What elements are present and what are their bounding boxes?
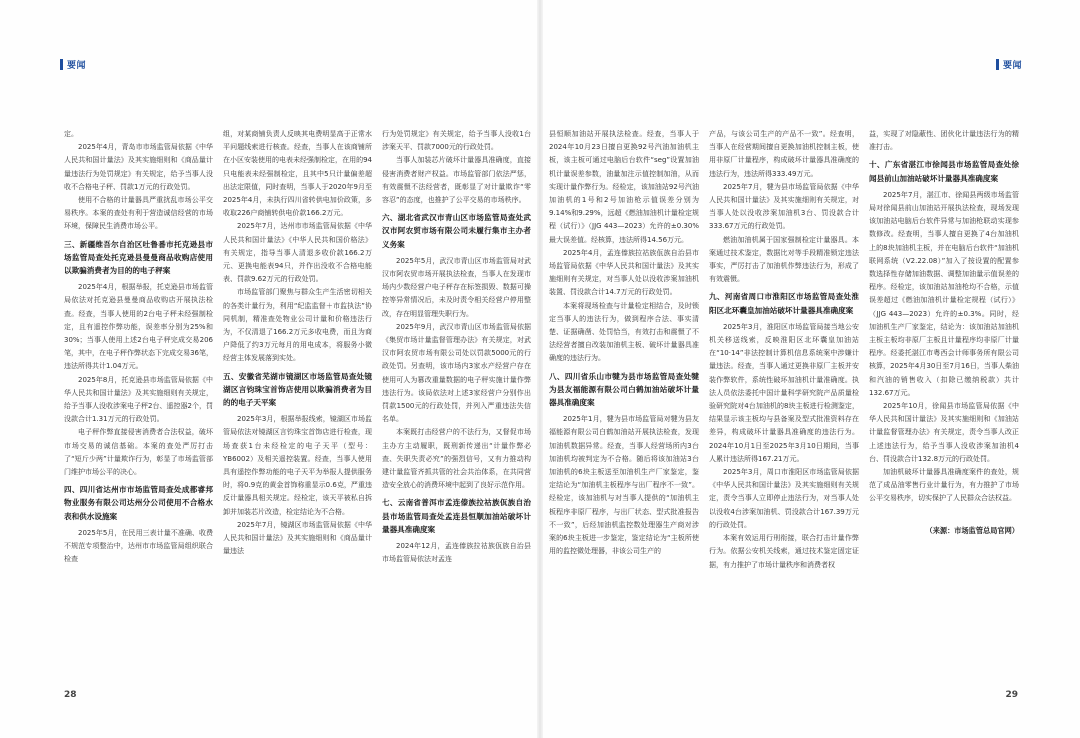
section-header-left bbox=[60, 58, 86, 71]
section-label: 要闻 bbox=[1002, 61, 1022, 71]
body-paragraph: 本案将现场检查与计量检定相结合，及时锁定当事人的违法行为，做到程序合法、事实清楚、证据确凿、处罚恰当，有效打击和震慑了不法经营者擅自改装加油机主板、破坏计量器具准确度的违法行为。 bbox=[549, 301, 699, 363]
body-paragraph: 2025年7月，犍为县市场监管局依据《中华人民共和国计量法》及其实施细则有关规定，对当事人处以没收涉案加油机3台、罚没款合计333.67万元的行政处罚。 bbox=[709, 182, 859, 231]
case-heading: 七、云南省普洱市孟连傣族拉祜族佤族自治县市场监管局查处孟连县恒顺加油站破坏计量器具准确度案 bbox=[382, 498, 531, 534]
body-paragraph: 2025年3月，淮阳区市场监管局接当地公安机关移送线索，反映淮阳区北环囊皇加油站在“10·14”非法控制计算机信息系统案中涉嫌计量违法。经查，当事人通过更换非原厂主板并安装作弊软件，系统性破坏加油机计量准确度。执法人员依法委托中国计量科学研究院产品质量检验研究院对4台加油机的8块主板进行检测鉴定，结果显示该主板均与县备案及型式批准资料存在差异，构成破坏计量器具准确度的违法行为。2024年10月1日至2025年3月10日期间，当事人累计违法所得167.21万元。 bbox=[709, 322, 859, 463]
column bbox=[549, 128, 699, 688]
body-paragraph: 县恒顺加油站开展执法检查。经查，当事人于2024年10月23日擅自更换92号汽油加油机主板，该主板可通过电脑后台软件“seg”设置加油机计量误差参数，油量加注示值控制加油，从而实现计量作弊行为。经检定，该加油站92号汽油加油机的1号和2号加油枪示值误差分别为9.14%和9.29%，远超《燃油加油机计量检定规程（试行）》（JJG 443—2023）允许的±0.30%最大误差值。经核算，违法所得14.56万元。 bbox=[549, 130, 699, 244]
body-paragraph: 当事人加装芯片破坏计量器具准确度，直接侵害消费者财产权益。市场监管部门依法严惩，有效震慑不法经营者，既彰显了对计量欺诈“零容忍”的态度，也推护了公平交易的市场秩序。 bbox=[382, 156, 531, 205]
body-paragraph: 2025年4月，青岛市市场监管局依据《中华人民共和国计量法》及其实施细则和《商品量计量违法行为处罚规定》有关规定，给予当事人没收不合格电子秤、罚款1万元的行政处罚。 bbox=[64, 143, 213, 191]
section-header-right bbox=[996, 58, 1022, 71]
column bbox=[869, 128, 1019, 688]
body-paragraph: 2025年1月，犍为县市场监管局对犍为县友福能源有限公司白鹤加油站开展执法检查，发现加油机数据异常。经查，当事人经营场所内3台加油机均被判定为不合格。随后将该加油站3台加油机的6块主板送至加油机生产厂家鉴定，鉴定结论为“加油机主板程序与出厂程序不一致”。经检定，该加油机与对当事人提供的“加油机主板程序非原厂程序，与出厂状态、型式批准报告不一致”，后经加油机监控数处理器生产商对涉案的6块主板进一步鉴定，鉴定结论为“主板所使用的监控微处理器，非该公司生产的 bbox=[549, 415, 699, 556]
body-paragraph: 加油机破坏计量器具准确度案件的查处，规范了成品油零售行业计量行为，有力推护了市场公平交易秩序，切实保护了人民群众合法权益。 bbox=[869, 468, 1019, 503]
body-paragraph: 产品，与该公司生产的产品不一致”。经查明，当事人在经营期间擅自更换加油机控制主板，使用非原厂计量程序，构成破坏计量器具准确度的违法行为，违法所得333.49万元。 bbox=[709, 130, 859, 178]
case-heading: 六、湖北省武汉市青山区市场监管局查处武汉市阿农贸市场有限公司未履行集市主办者义务案 bbox=[382, 213, 531, 249]
body-paragraph: 2025年10月，徐闻县市场监管局依据《中华人民共和国计量法》及其实施细则和《加油站计量监督管理办法》有关规定，责令当事人改正上述违法行为，给予当事人没收涉案加油机4台、罚没款合计132.8万元的行政处罚。 bbox=[869, 402, 1019, 463]
case-heading: 四、四川省达州市市场监管局查处成都睿邦物业服务有限公司达州分公司使用不合格水表和供水设施案 bbox=[64, 485, 213, 521]
header-bar-icon bbox=[996, 59, 999, 70]
body-paragraph: 电子秤作弊直接侵害消费者合法权益，破坏市场交易的诚信基础。本案的查处严厉打击了“短斤少两”计量欺诈行为，彰显了市场监管部门维护市场公平的决心。 bbox=[64, 428, 213, 477]
body-paragraph: 使用不合格的计量器具严重扰乱市场公平交易秩序。本案的查处有利于营造诚信经营的市场环境，保障民生消费市场公平。 bbox=[64, 196, 213, 231]
body-paragraph: 2025年3月，根据举报线索，镜湖区市场监管局依法对镜湖区言钧珠宝首饰店进行检查，现场查获1台未经检定的电子天平（型号：YB6002）及相关遥控装置。经查，当事人使用具有遥控作弊功能的电子天平为举报人提供服务时，将0.9克的黄金首饰称重显示0.6克，严重违反计量器具相关规定。经检定，该天平被私自拆卸并加装芯片改造，检定结论为不合格。 bbox=[223, 415, 372, 516]
right-columns bbox=[549, 128, 1019, 688]
case-heading: 三、新疆维吾尔自治区吐鲁番市托克逊县市场监管局查处托克逊县曼曼商品收购店使用以欺骗消费者为目的的电子秤案 bbox=[64, 239, 213, 276]
body-paragraph: 燃油加油机属于国家强制检定计量器具。本案通过技术鉴定，数据比对等手段精准锁定违法事实，严厉打击了加油机作弊违法行为，形成了有效震慑。 bbox=[709, 235, 859, 284]
column bbox=[223, 128, 372, 688]
header-bar-icon bbox=[60, 59, 63, 70]
case-heading: 八、四川省乐山市犍为县市场监管局查处犍为县友福能源有限公司白鹤加油站破坏计量器具准确度案 bbox=[549, 371, 699, 408]
page-gutter bbox=[537, 0, 543, 738]
body-paragraph: 益，实现了对隐蔽性、团伙化计量违法行为的精准打击。 bbox=[869, 130, 1019, 152]
body-paragraph: 2025年8月，托克逊县市场监管局依据《中华人民共和国计量法》及其实施细则有关规定，给予当事人没收涉案电子秤2台、遥控器2个，罚没款合计1.31万元的行政处罚。 bbox=[64, 375, 213, 424]
body-paragraph: 本案既打击经营户的不法行为，又督促市场主办方主动履职，既刑新传递出“计量作弊必查、失职失责必究”的强烈信号，又有力推动构建计量监管齐抓共管的社会共治体系，在共同营造安全放心的消费环境中起到了良好示范作用。 bbox=[382, 428, 531, 490]
left-columns bbox=[64, 128, 532, 688]
body-paragraph: 2025年7月，湛江市、徐闻县两级市场监管局对徐闻县前山加油站开展执法检查，现场发现该加油站电脑后台软件异常与加油枪联动实现参数修改。经查明，当事人擅自更换了4台加油机上的8块加油机主板，并在电脑后台软件“加油机联网系统（V2.22.08）”加入了按设置的配置参数选择性存储加油数据、调整加油量示值误差的程序。经检定，该加油站加油枪均不合格，示值误差超过《燃油加油机计量检定规程（试行）》（JJG 443—2023）允许的±0.3%。同时，经加油机生产厂家鉴定，结论为：该加油站加油机主板主板均非原厂主板且计量程序均非原厂计量程序。经委托湛江市粤西会计师事务所有限公司核算，2025年4月30日至7月16日，当事人柴油和汽油的销售收入（扣除已缴纳税款）共计132.67万元。 bbox=[869, 190, 1019, 397]
body-paragraph: 行为处罚规定》有关规定，给予当事人没收1台涉案天平、罚款7000元的行政处罚。 bbox=[382, 130, 531, 152]
body-paragraph: 市场监管部门聚焦与群众生产生活密切相关的各类计量行为，利用“纪监监督＋市监执法”协同机制，精准查处物业公司计量和价格违法行为，不仅清退了166.2万元多收电费，而且为商户降低了约3万元每月的用电成本，将服务小微经营主体发展落到实处。 bbox=[223, 288, 372, 363]
right-page bbox=[540, 0, 1080, 738]
column bbox=[382, 128, 531, 688]
body-paragraph: 2024年12月，孟连傣族拉祜族佤族自治县市场监管局依法对孟连 bbox=[382, 542, 531, 564]
column bbox=[709, 128, 859, 688]
source-credit: （来源：市场监管总局官网） bbox=[925, 525, 1019, 535]
column bbox=[64, 128, 213, 688]
page-number-right: 29 bbox=[1005, 690, 1018, 700]
body-paragraph: 组，对某商铺负责人反映其电费明显高于正常水平问题线索进行核查。经查，当事人在该商铺所在小区安装使用的电表未经强制检定，在用的94只电能表未经强制检定，且其中5只计量偏差超出法定限值，同时查明，当事人于2020年9月至2025年4月，未执行四川省转供电加价政策，多收取226户商铺转供电价款166.2万元。 bbox=[223, 130, 372, 218]
section-label: 要闻 bbox=[67, 61, 87, 71]
body-paragraph: 2025年3月，周口市淮阳区市场监管局依据《中华人民共和国计量法》及其实施细则有关规定，责令当事人立即停止违法行为，对当事人处以没收4台涉案加油机、罚没款合计167.39万元的行政处罚。 bbox=[709, 468, 859, 529]
case-heading: 十、广东省湛江市徐闻县市场监管局查处徐闻县前山加油站破坏计量器具准确度案 bbox=[869, 160, 1019, 183]
case-heading: 五、安徽省芜湖市镜湖区市场监管局查处镜湖区言钧珠宝首饰店使用以欺骗消费者为目的的电子天平案 bbox=[223, 371, 372, 408]
body-paragraph: 定。 bbox=[64, 130, 78, 138]
body-paragraph: 2025年7月，达州市市场监管局依据《中华人民共和国计量法》《中华人民共和国价格法》有关规定，指导当事人清退多收价款166.2万元、更换电能表94只，并作出没收不合格电能表、罚款9.62万元的行政处罚。 bbox=[223, 222, 372, 284]
body-paragraph: 2025年7月，镜湖区市场监管局依据《中华人民共和国计量法》及其实施细则和《商品量计量违法 bbox=[223, 520, 372, 556]
body-paragraph: 2025年4月，根据举报，托克逊县市场监管局依法对托克逊县曼曼商品收购店开展执法检查。经查，当事人使用的2台电子秤未经强制检定，且有遥控作弊功能，误差率分别为25%和30%；当事人使用上述2台电子秤完成交易206笔，其中，在电子秤作弊状态下完成交易36笔，违法所得共计1.04万元。 bbox=[64, 283, 213, 371]
body-paragraph: 2025年9月，武汉市青山区市场监管局依据《集贸市场计量监督管理办法》有关规定，对武汉市阿农贸市场有限公司处以罚款5000元的行政处罚。另查明，该市场内3家水产经营户存在使用可人为篡改重量数据的电子秤实施计量作弊违法行为。该局依法对上述3家经营户分别作出罚款1500元的行政处罚，并列入严重违法失信名单。 bbox=[382, 322, 531, 424]
body-paragraph: 2025年5月，在民用三表计量不准确、收费不规范专项整治中，达州市市场监管局组织联合检查 bbox=[64, 528, 213, 564]
page-number-left: 28 bbox=[64, 690, 77, 700]
body-paragraph: 2025年5月，武汉市青山区市场监管局对武汉市阿农贸市场开展执法检查，当事人在发现市场内少数经营户电子秤存在标签损毁、数据可操控等异常情况后，未及时责令相关经营户停用整改，存在明显管理失职行为。 bbox=[382, 256, 531, 318]
body-paragraph: 2025年4月，孟连傣族拉祜族佤族自治县市场监管局依据《中华人民共和国计量法》及其实施细则有关规定，对当事人处以没收涉案加油机装置、罚没款合计14.7万元的行政处罚。 bbox=[549, 248, 699, 297]
body-paragraph: 本案有效运用行刑衔接，联合打击计量作弊行为。依据公安机关线索，通过技术鉴定固定证据，有力推护了市场计量秩序和消费者权 bbox=[709, 534, 859, 569]
case-heading: 九、河南省周口市淮阳区市场监管局查处淮阳区北环囊皇加油站破坏计量器具准确度案 bbox=[709, 292, 859, 315]
